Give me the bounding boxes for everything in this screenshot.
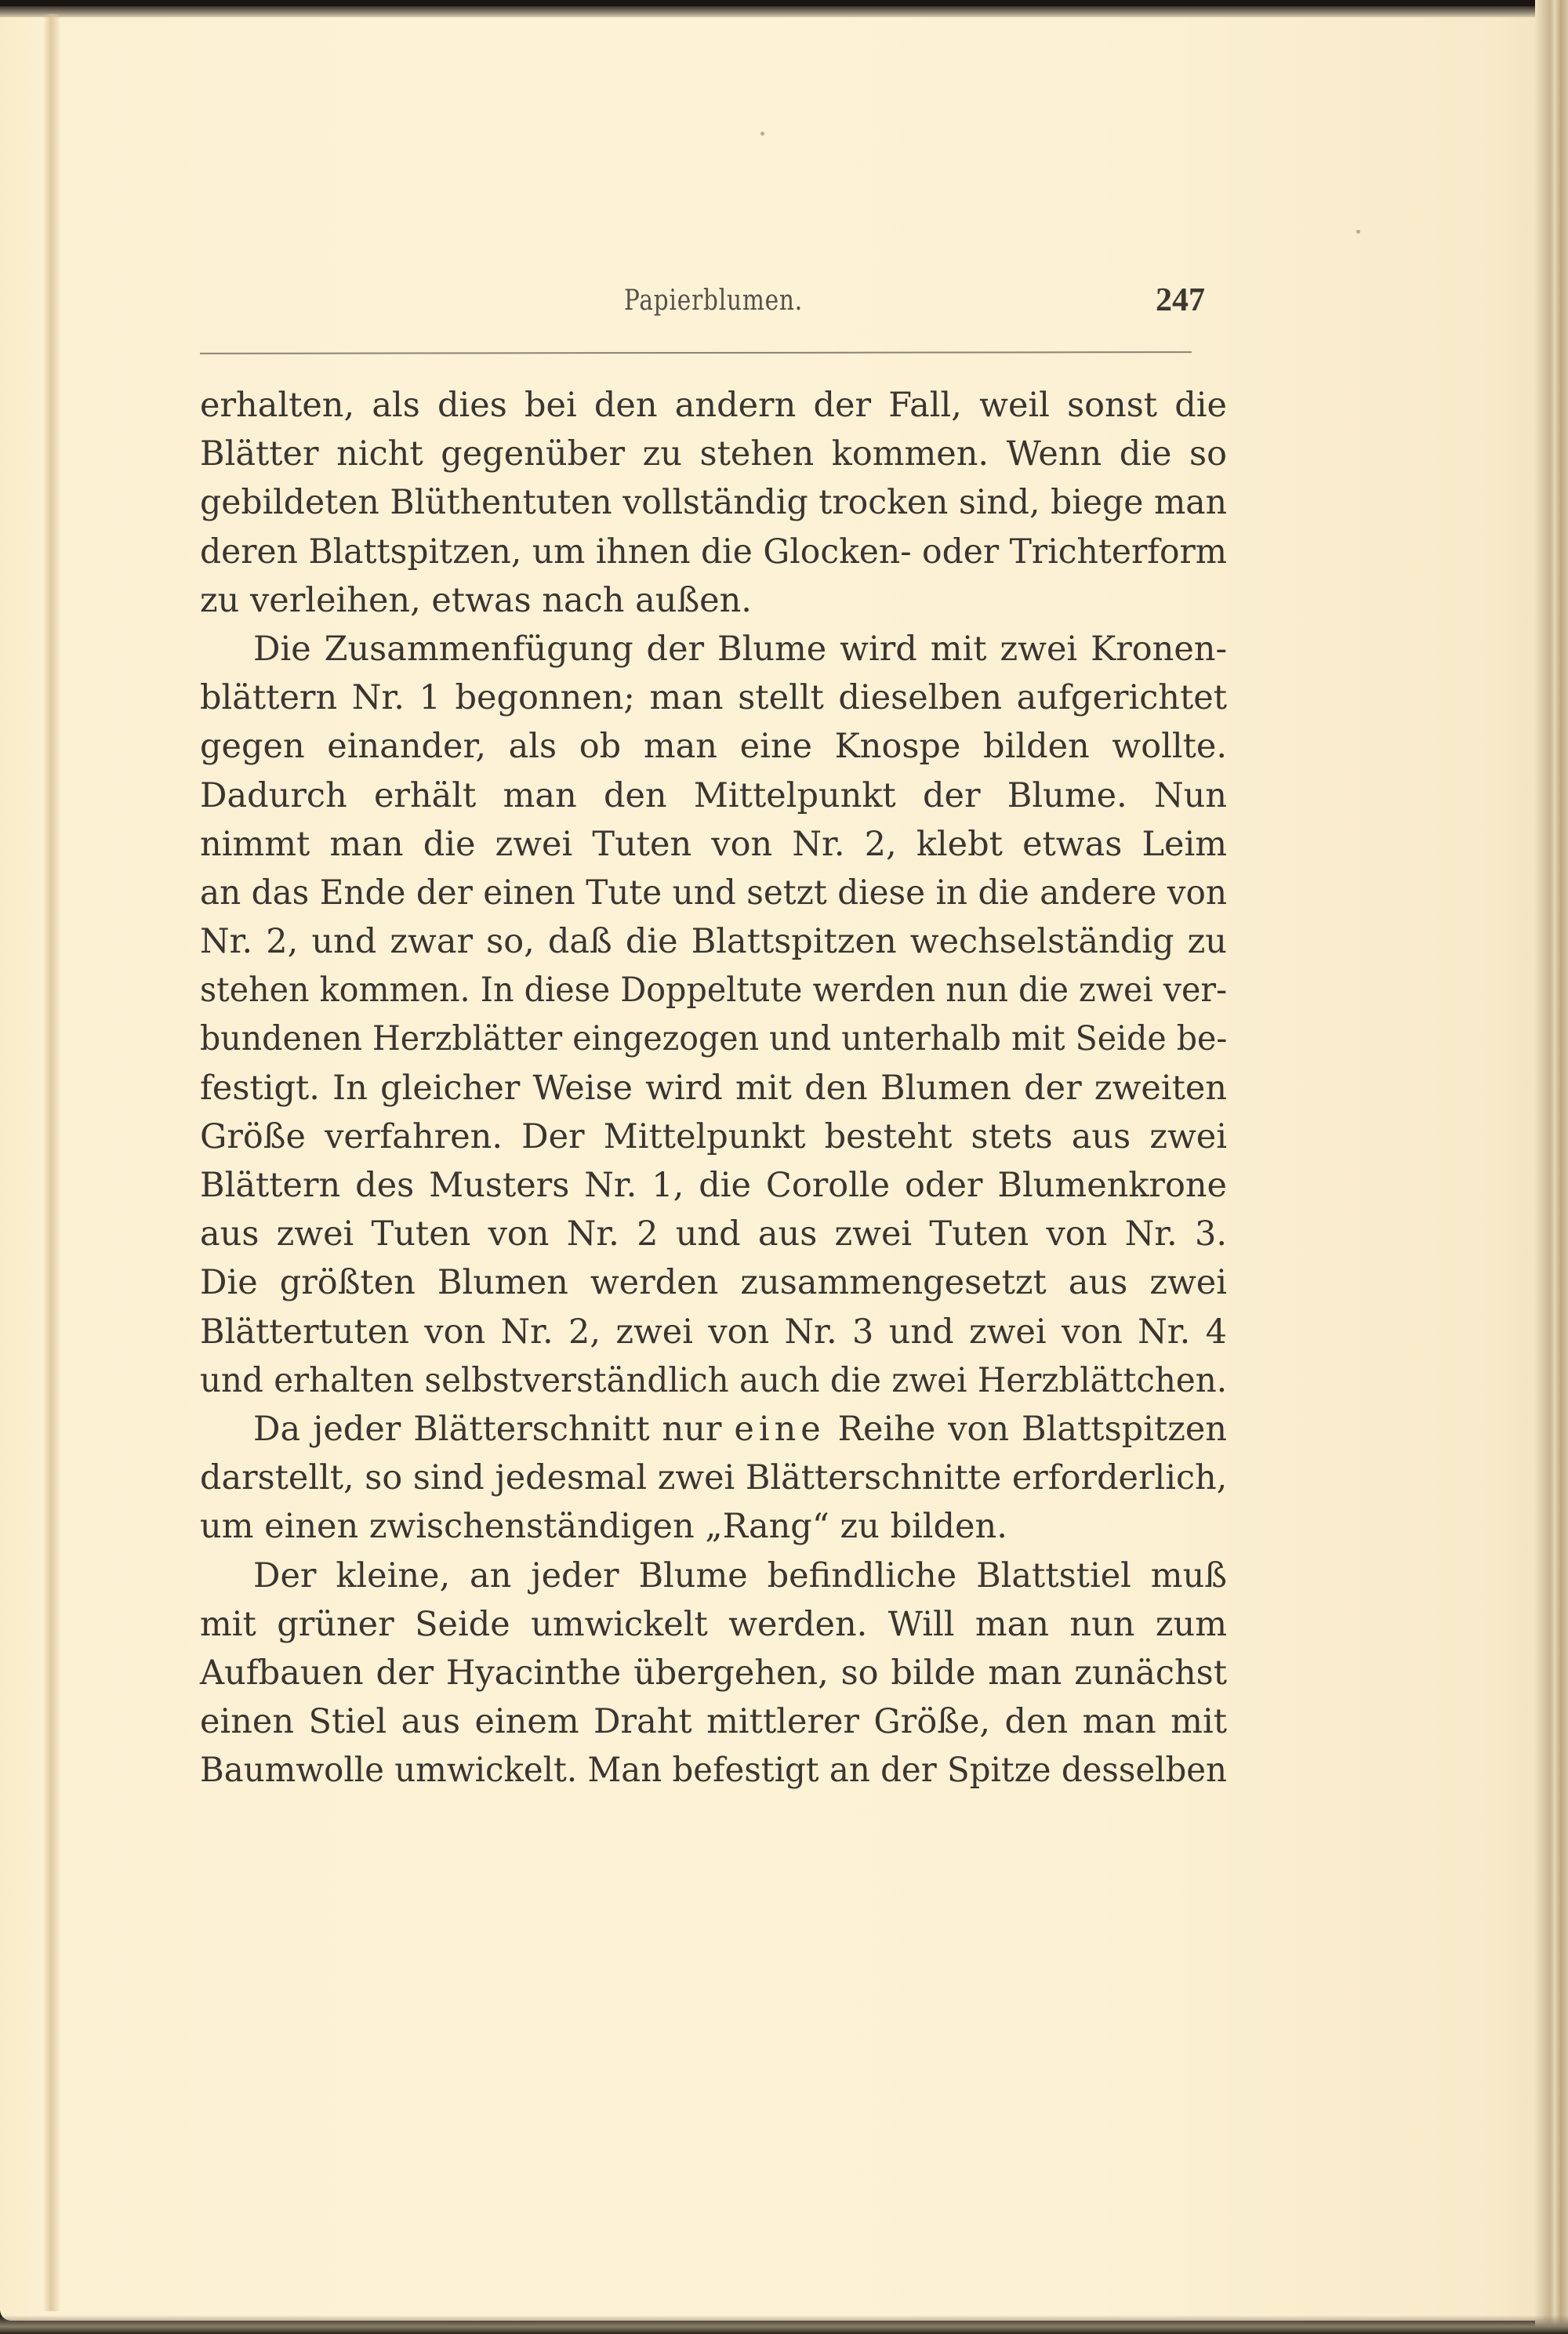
text-line: gebildeten Blüthentuten vollständig trocken sind, biege man <box>200 483 1227 523</box>
text-run: Da jeder Blätterschnitt nur <box>253 1409 735 1449</box>
text-line: und erhalten selbstverständlich auch die zwei Herzblättchen. <box>200 1360 1228 1400</box>
text-line: Die größten Blumen werden zusammengesetzt aus zwei <box>200 1263 1227 1303</box>
text-line: Die Zusammenfügung der Blume wird mit zwei Kronen- <box>253 629 1227 669</box>
text-line: blättern Nr. 1 begonnen; man stellt dieselben aufgerichtet <box>200 678 1227 718</box>
text-line <box>200 1405 1227 1454</box>
running-head <box>200 277 1227 332</box>
emphasis-spaced: eine <box>734 1409 826 1449</box>
text-line: Blättern des Musters Nr. 1, die Corolle oder Blumenkrone <box>200 1166 1227 1205</box>
text-line: Größe verfahren. Der Mittelpunkt besteht stets aus zwei <box>200 1116 1227 1156</box>
text-line: Nr. 2, und zwar so, daß die Blattspitzen wechselständig zu <box>200 922 1227 962</box>
text-line: Der kleine, an jeder Blume befindliche Blattstiel muß <box>253 1555 1227 1595</box>
text-line: mit grüner Seide umwickelt werden. Will man nun zum <box>200 1604 1227 1644</box>
text-line: erhalten, als dies bei den andern der Fall, weil sonst die <box>200 386 1227 425</box>
text-line: festigt. In gleicher Weise wird mit den Blumen der zweiten <box>200 1068 1227 1108</box>
text-line: aus zwei Tuten von Nr. 2 und aus zwei Tuten von Nr. 3. <box>200 1214 1227 1254</box>
text-line: Aufbauen der Hyacinthe übergehen, so bilde man zunächst <box>200 1653 1227 1693</box>
paper-speck <box>760 132 764 136</box>
text-line: darstellt, so sind jedesmal zwei Blätterschnitte erforderlich, <box>200 1458 1228 1498</box>
page-top-edge <box>0 6 1560 17</box>
paragraph <box>200 381 1227 625</box>
page-fore-edge <box>1535 0 1568 2334</box>
paragraph <box>200 1405 1227 1552</box>
text-line: Blättertuten von Nr. 2, zwei von Nr. 3 und zwei von Nr. 4 <box>200 1312 1227 1352</box>
paragraph <box>200 625 1227 1405</box>
text-line: um einen zwischenständigen „Rang“ zu bilden. <box>200 1507 1007 1547</box>
text-line: Dadurch erhält man den Mittelpunkt der Blume. Nun <box>200 775 1227 815</box>
book-page <box>0 6 1560 2321</box>
gutter-shadow <box>43 14 60 2311</box>
text-line: stehen kommen. In diese Doppeltute werden nun die zwei ver- <box>200 971 1227 1011</box>
page-bottom-edge <box>0 2315 1568 2334</box>
text-line: bundenen Herzblätter eingezogen und unterhalb mit Seide be- <box>200 1019 1228 1059</box>
text-line: Blätter nicht gegenüber zu stehen kommen. Wenn die so <box>200 434 1227 474</box>
page-number: 247 <box>1156 282 1205 318</box>
text-line: an das Ende der einen Tute und setzt diese in die andere von <box>200 873 1227 913</box>
text-line: einen Stiel aus einem Draht mittlerer Größe, den man mit <box>200 1702 1227 1742</box>
paragraph <box>200 1552 1227 1795</box>
text-line: zu verleihen, etwas nach außen. <box>200 580 752 620</box>
text-run: Reihe von Blattspitzen <box>825 1409 1227 1449</box>
text-line: gegen einander, als ob man eine Knospe bilden wollte. <box>200 727 1227 767</box>
body-text <box>200 381 1227 1795</box>
running-title: Papierblumen. <box>624 285 803 317</box>
text-line: nimmt man die zwei Tuten von Nr. 2, klebt etwas Leim <box>200 824 1227 864</box>
header-rule <box>200 351 1192 354</box>
paper-speck <box>1356 230 1360 234</box>
text-line: deren Blattspitzen, um ihnen die Glocken- oder Trichterform <box>200 532 1227 572</box>
text-line: Baumwolle umwickelt. Man befestigt an der Spitze desselben <box>200 1751 1227 1791</box>
